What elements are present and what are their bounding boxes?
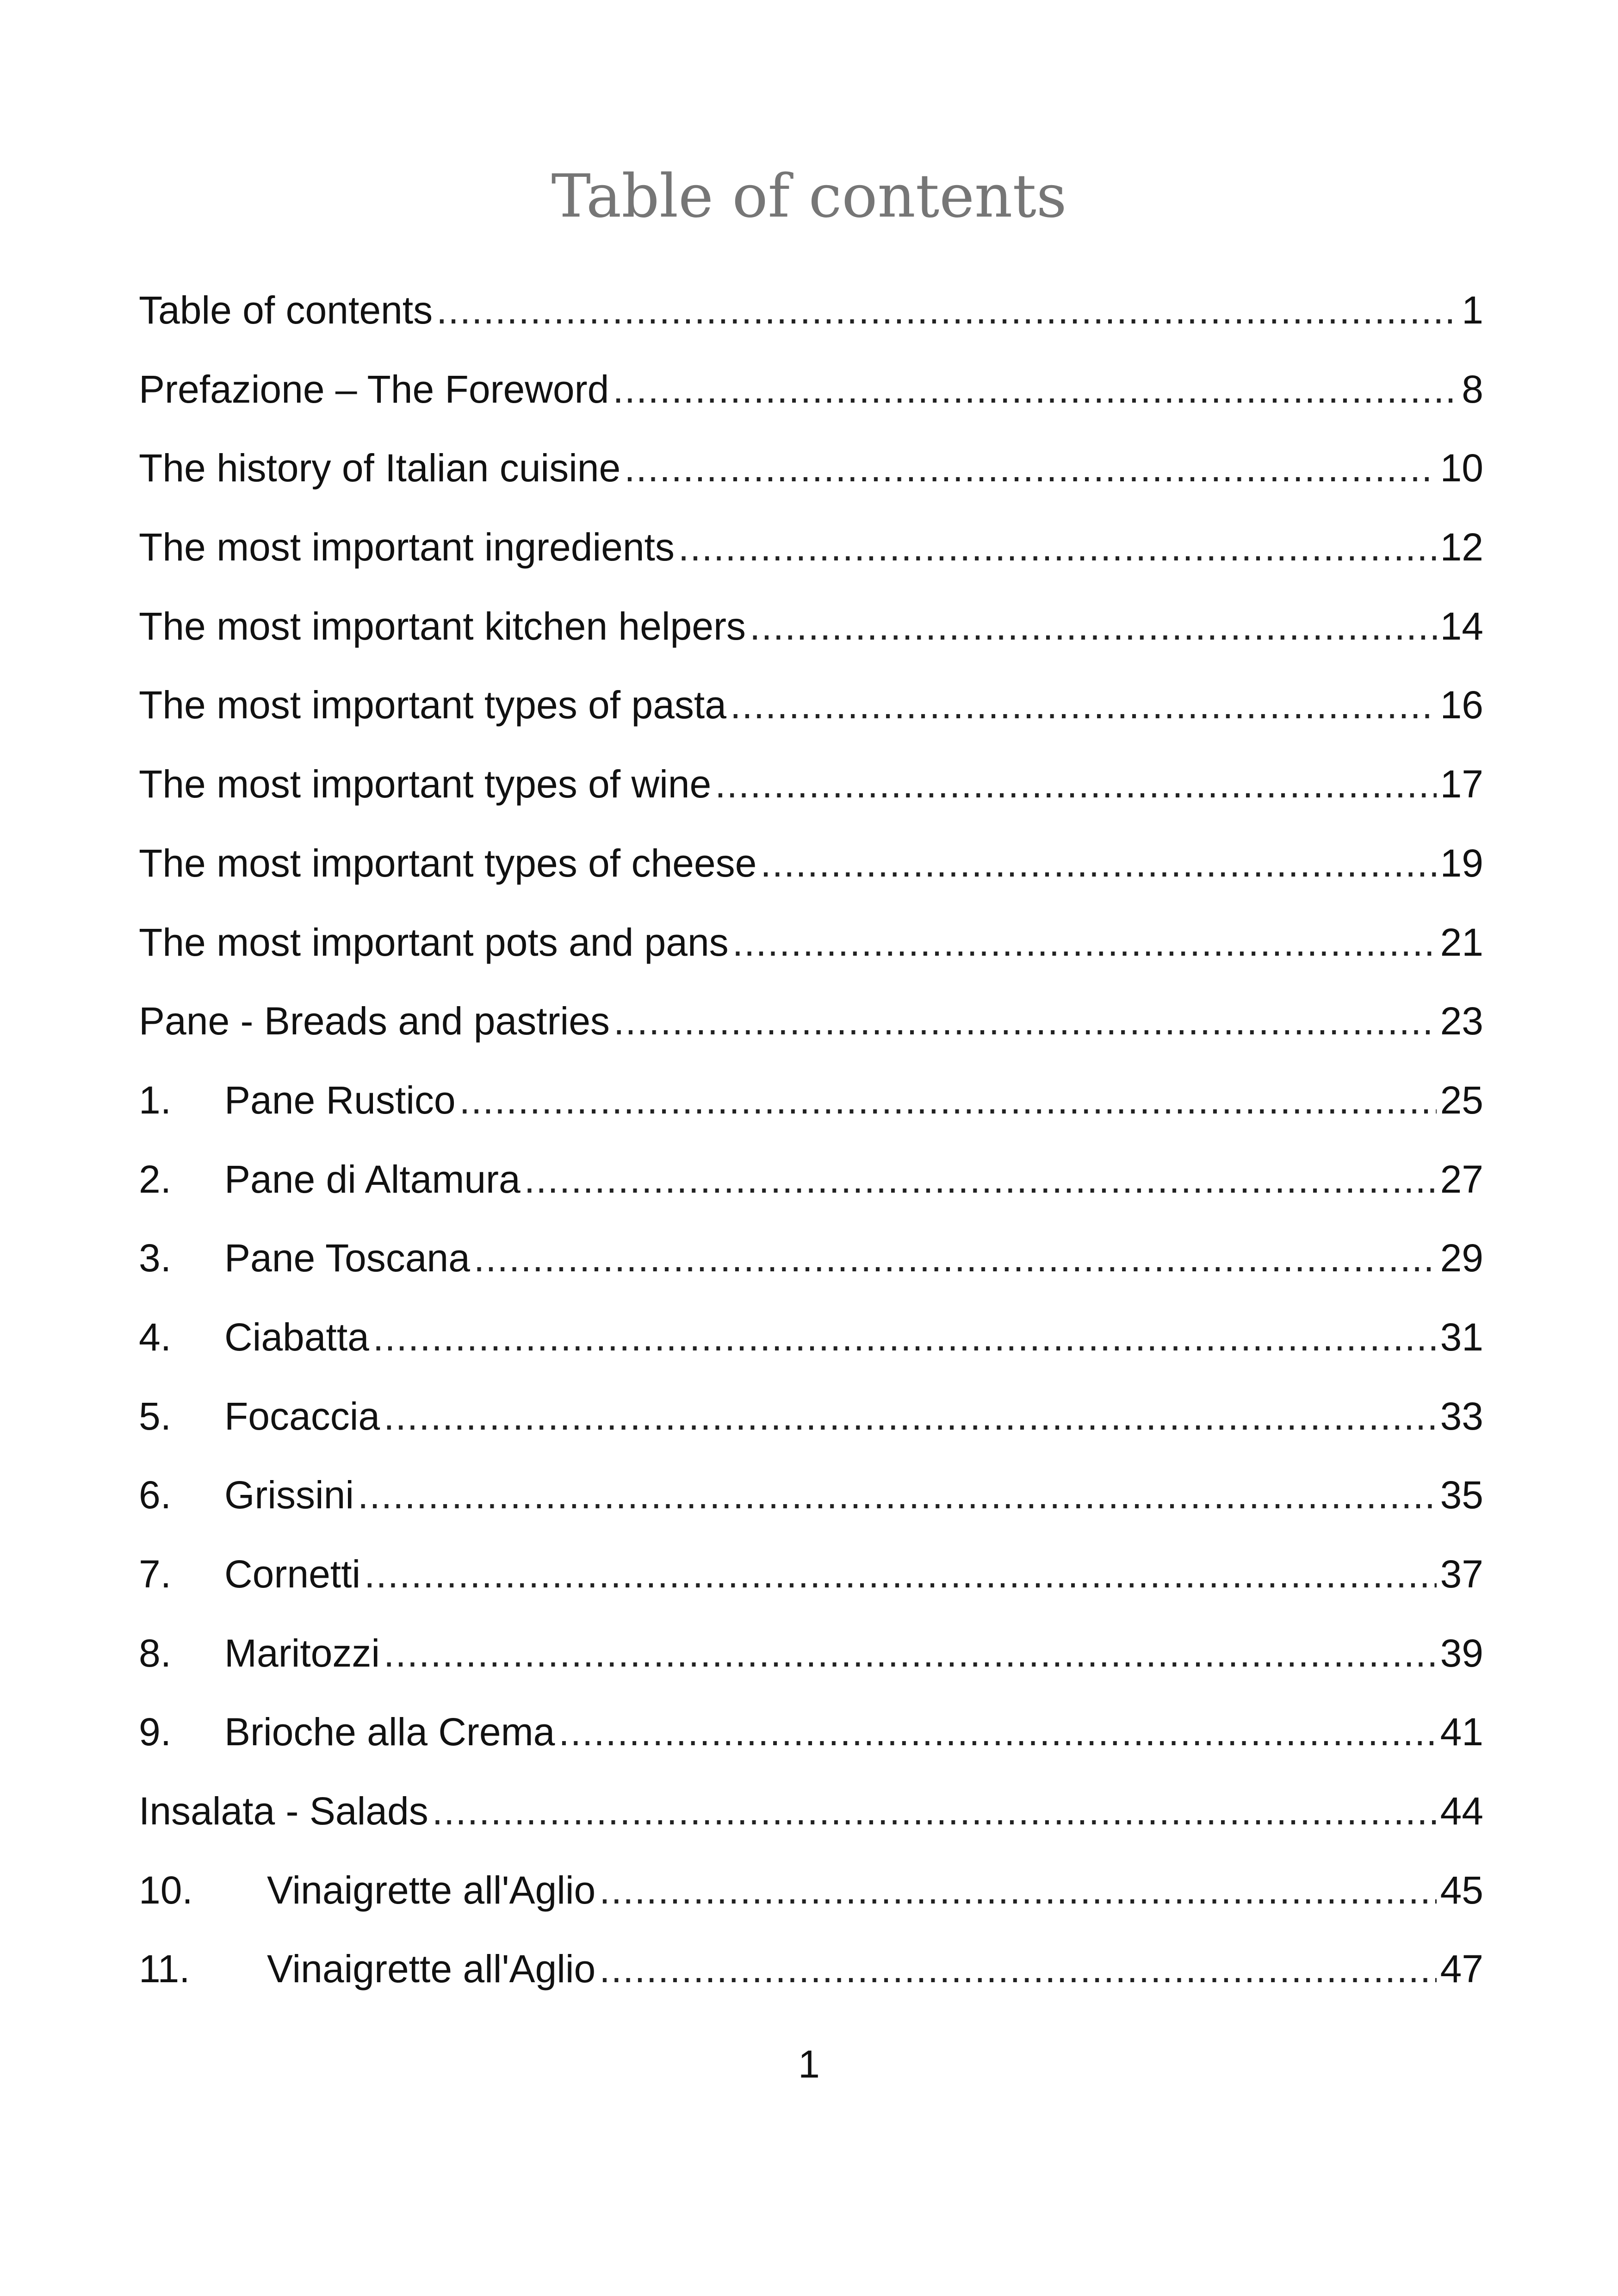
dot-leader (384, 1384, 1436, 1449)
toc-entry-label: Brioche alla Crema (224, 1710, 555, 1754)
toc-entry-label: Vinaigrette all'Aglio (267, 1868, 596, 1912)
dot-leader (384, 1621, 1437, 1686)
toc-entry-number: 4. (139, 1315, 172, 1359)
toc-entry-number: 3. (139, 1236, 172, 1280)
toc-entry-label: The most important pots and pans (139, 920, 729, 964)
toc-entry-number: 8. (139, 1631, 172, 1675)
toc-entry-ciabatta[interactable] (139, 1305, 1483, 1384)
toc-entry-page: 35 (1440, 1473, 1483, 1517)
dot-leader (750, 594, 1437, 659)
toc-entry-label: Pane - Breads and pastries (139, 999, 610, 1043)
toc-entry-page: 29 (1440, 1236, 1483, 1280)
toc-entry-grissini[interactable] (139, 1462, 1483, 1542)
toc-entry-pasta[interactable] (139, 672, 1483, 752)
toc-entry-number: 9. (139, 1710, 172, 1754)
toc-entry-label: Vinaigrette all'Aglio (267, 1947, 596, 1991)
toc-entry-breads[interactable] (139, 989, 1483, 1068)
toc-entry-salads[interactable] (139, 1779, 1483, 1858)
dot-leader (558, 1699, 1436, 1764)
dot-leader (715, 752, 1436, 816)
toc-entry-page: 17 (1440, 762, 1483, 806)
toc-entry-page: 21 (1440, 920, 1483, 964)
toc-entry-number: 6. (139, 1473, 172, 1517)
toc-entry-foreword[interactable] (139, 357, 1483, 436)
toc-entry-cheese[interactable] (139, 831, 1483, 910)
dot-leader (524, 1147, 1437, 1212)
toc-entry-page: 41 (1440, 1710, 1483, 1754)
toc-entry-page: 44 (1440, 1789, 1483, 1833)
toc-entry-label: Table of contents (139, 288, 433, 332)
toc-entry-page: 10 (1440, 446, 1483, 490)
toc-entry-number: 5. (139, 1394, 172, 1438)
toc-entry-label: The most important types of pasta (139, 683, 726, 727)
dot-leader (614, 989, 1437, 1053)
toc-entry-table-of-contents[interactable] (139, 278, 1483, 357)
toc-entry-label: The most important ingredients (139, 525, 675, 569)
toc-entry-label: Focaccia (224, 1394, 380, 1438)
dot-leader (678, 515, 1437, 579)
toc-entry-page: 31 (1440, 1315, 1483, 1359)
toc-entry-label: Maritozzi (224, 1631, 380, 1675)
toc-entry-number: 7. (139, 1552, 172, 1596)
toc-entry-page: 1 (1462, 288, 1483, 332)
toc-entry-page: 8 (1462, 367, 1483, 411)
dot-leader (613, 357, 1458, 422)
toc-entry-pane-toscana[interactable] (139, 1226, 1483, 1305)
page-number: 1 (798, 2042, 820, 2086)
toc-entry-brioche-alla-crema[interactable] (139, 1699, 1483, 1779)
dot-leader (624, 436, 1436, 500)
dot-leader (459, 1068, 1437, 1132)
toc-entry-page: 16 (1440, 683, 1483, 727)
toc-entry-number: 2. (139, 1157, 172, 1201)
toc-entry-pane-di-altamura[interactable] (139, 1147, 1483, 1226)
toc-entry-label: Pane Toscana (224, 1236, 470, 1280)
toc-entry-label: Pane Rustico (224, 1078, 456, 1122)
toc-entry-pane-rustico[interactable] (139, 1068, 1483, 1147)
toc-entry-page: 45 (1440, 1868, 1483, 1912)
table-of-contents (139, 278, 1483, 2016)
toc-entry-label: The most important types of wine (139, 762, 712, 806)
toc-entry-vinaigrette-2[interactable] (139, 1936, 1483, 2016)
toc-entry-number: 1. (139, 1078, 172, 1122)
dot-leader (760, 831, 1436, 896)
toc-entry-label: Cornetti (224, 1552, 361, 1596)
toc-entry-label: The history of Italian cuisine (139, 446, 621, 490)
toc-entry-number: 11. (139, 1947, 190, 1991)
toc-entry-label: The most important kitchen helpers (139, 604, 746, 648)
toc-entry-maritozzi[interactable] (139, 1621, 1483, 1700)
toc-entry-page: 39 (1440, 1631, 1483, 1675)
toc-entry-label: Ciabatta (224, 1315, 369, 1359)
dot-leader (599, 1858, 1436, 1923)
dot-leader (373, 1305, 1437, 1369)
toc-entry-page: 19 (1440, 841, 1483, 885)
dot-leader (432, 1779, 1437, 1843)
dot-leader (364, 1542, 1436, 1606)
toc-entry-label: Insalata - Salads (139, 1789, 428, 1833)
dot-leader (732, 910, 1437, 975)
toc-entry-pots-and-pans[interactable] (139, 910, 1483, 989)
dot-leader (730, 672, 1437, 737)
dot-leader (436, 278, 1458, 342)
page-title: Table of contents (551, 162, 1067, 231)
toc-entry-page: 23 (1440, 999, 1483, 1043)
toc-entry-history[interactable] (139, 436, 1483, 515)
toc-entry-number: 10. (139, 1868, 193, 1912)
dot-leader (599, 1936, 1436, 2001)
toc-entry-label: The most important types of cheese (139, 841, 757, 885)
toc-entry-vinaigrette-1[interactable] (139, 1858, 1483, 1937)
toc-entry-label: Grissini (224, 1473, 354, 1517)
toc-entry-page: 37 (1440, 1552, 1483, 1596)
dot-leader (474, 1226, 1437, 1290)
toc-entry-page: 12 (1440, 525, 1483, 569)
toc-entry-label: Prefazione – The Foreword (139, 367, 609, 411)
toc-entry-wine[interactable] (139, 752, 1483, 831)
dot-leader (358, 1462, 1437, 1527)
toc-entry-page: 25 (1440, 1078, 1483, 1122)
toc-entry-focaccia[interactable] (139, 1384, 1483, 1463)
toc-entry-ingredients[interactable] (139, 515, 1483, 594)
toc-entry-page: 14 (1440, 604, 1483, 648)
toc-entry-kitchen-helpers[interactable] (139, 594, 1483, 673)
toc-entry-cornetti[interactable] (139, 1542, 1483, 1621)
toc-entry-page: 27 (1440, 1157, 1483, 1201)
toc-entry-page: 33 (1440, 1394, 1483, 1438)
toc-entry-page: 47 (1440, 1947, 1483, 1991)
toc-entry-label: Pane di Altamura (224, 1157, 521, 1201)
